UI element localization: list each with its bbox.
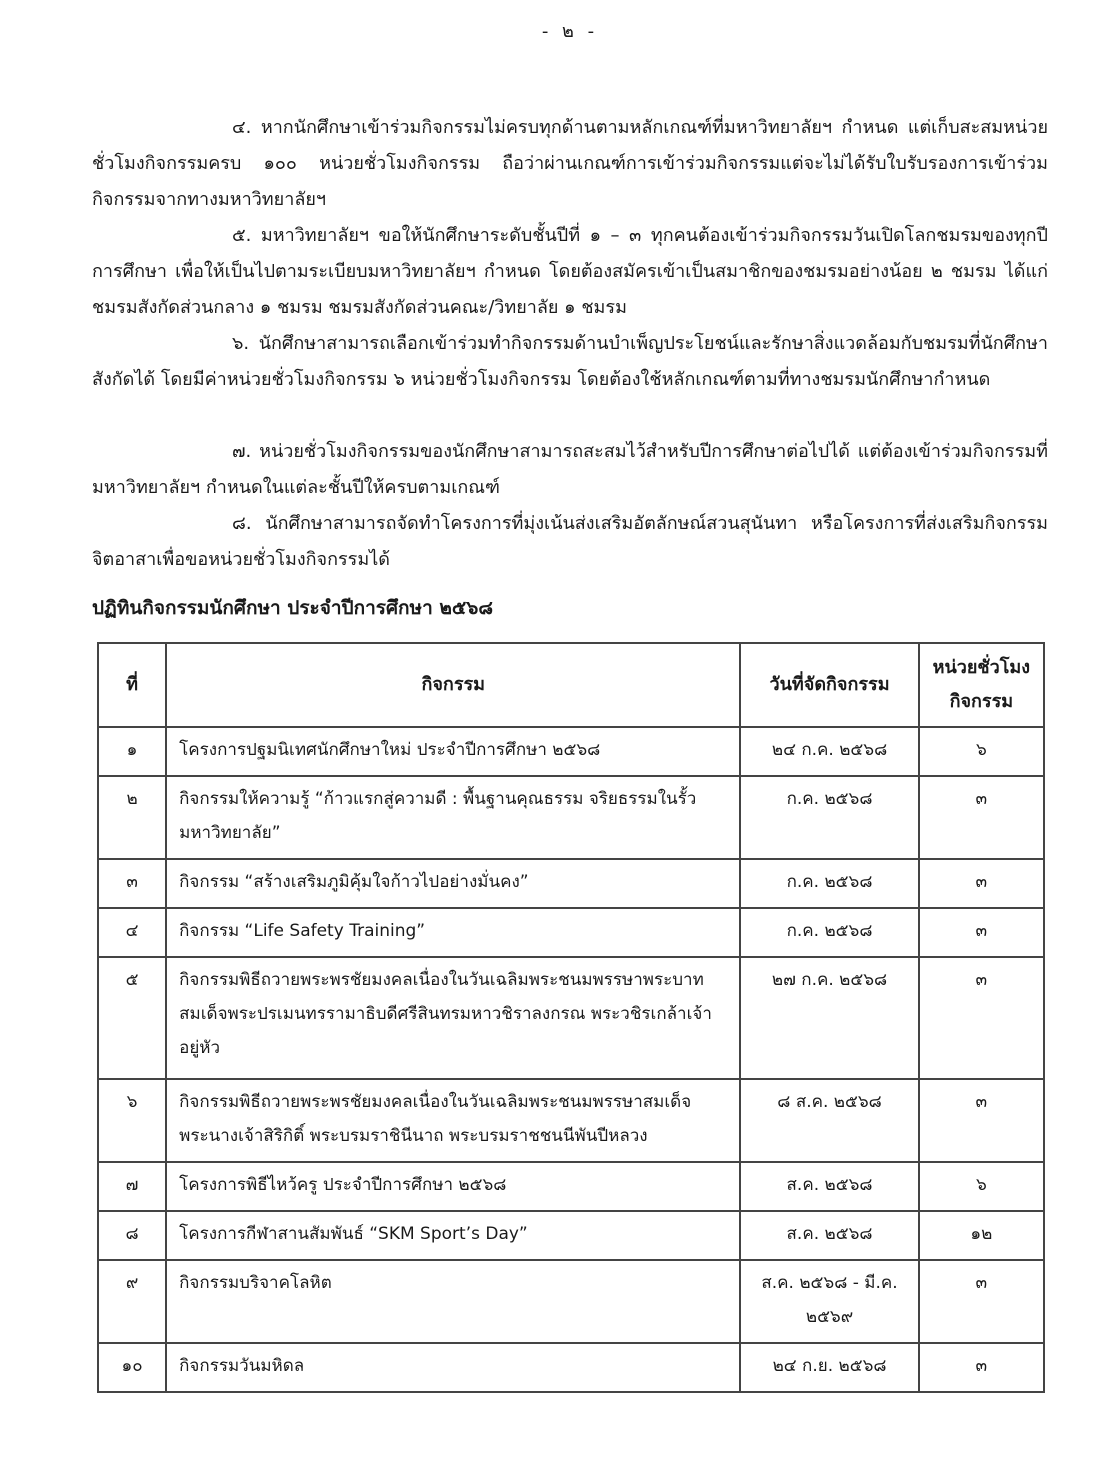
cell-units: ๓ (919, 776, 1044, 859)
cell-date: ส.ค. ๒๕๖๘ (740, 1162, 918, 1211)
cell-activity: กิจกรรมพิธีถวายพระพรชัยมงคลเนื่องในวันเฉลิมพระชนมพรรษาพระบาทสมเด็จพระปรเมนทรรามาธิบดีศรีสินทรมหาวชิราลงกรณ พระวชิรเกล้าเจ้าอยู่หัว (166, 957, 740, 1079)
paragraph-7-text: ๗. หน่วยชั่วโมงกิจกรรมของนักศึกษาสามารถสะสมไว้สำหรับปีการศึกษาต่อไปได้ แต่ต้องเข้าร่วมกิจกรรมที่มหาวิทยาลัยฯ กำหนดในแต่ละชั้นปีให้ครบตามเกณฑ์ (92, 441, 1048, 498)
paragraph-4 (92, 110, 1048, 218)
cell-no: ๔ (98, 908, 166, 957)
paragraph-4-text: ๔. หากนักศึกษาเข้าร่วมกิจกรรมไม่ครบทุกด้านตามหลักเกณฑ์ที่มหาวิทยาลัยฯ กำหนด แต่เก็บสะสมหน่วยชั่วโมงกิจกรรมครบ ๑๐๐ หน่วยชั่วโมงกิจกรรม ถือว่าผ่านเกณฑ์การเข้าร่วมกิจกรรมแต่จะไม่ได้รับใบรับรองการเข้าร่วมกิจกรรมจากทางมหาวิทยาลัยฯ (92, 117, 1048, 210)
cell-units: ๓ (919, 957, 1044, 1079)
cell-no: ๖ (98, 1079, 166, 1162)
table-row (98, 727, 1044, 776)
cell-date: ก.ค. ๒๕๖๘ (740, 776, 918, 859)
header-no: ที่ (98, 643, 166, 727)
cell-no: ๙ (98, 1260, 166, 1343)
paragraph-6-text: ๖. นักศึกษาสามารถเลือกเข้าร่วมทำกิจกรรมด้านบำเพ็ญประโยชน์และรักษาสิ่งแวดล้อมกับชมรมที่นักศึกษาสังกัดได้ โดยมีค่าหน่วยชั่วโมงกิจกรรม ๖ หน่วยชั่วโมงกิจกรรม โดยต้องใช้หลักเกณฑ์ตามที่ทางชมรมนักศึกษากำหนด (92, 333, 1048, 390)
cell-no: ๑๐ (98, 1343, 166, 1392)
cell-units: ๖ (919, 1162, 1044, 1211)
cell-units: ๑๒ (919, 1211, 1044, 1260)
cell-activity: โครงการปฐมนิเทศนักศึกษาใหม่ ประจำปีการศึกษา ๒๕๖๘ (166, 727, 740, 776)
cell-date: ก.ค. ๒๕๖๘ (740, 908, 918, 957)
cell-no: ๑ (98, 727, 166, 776)
paragraph-8 (92, 506, 1048, 578)
cell-activity: กิจกรรมวันมหิดล (166, 1343, 740, 1392)
cell-activity: กิจกรรม “สร้างเสริมภูมิคุ้มใจก้าวไปอย่างมั่นคง” (166, 859, 740, 908)
cell-activity: กิจกรรม “Life Safety Training” (166, 908, 740, 957)
section-title: ปฏิทินกิจกรรมนักศึกษา ประจำปีการศึกษา ๒๕๖๘ (92, 597, 493, 619)
header-units: หน่วยชั่วโมงกิจกรรม (919, 643, 1044, 727)
paragraph-5-text: ๕. มหาวิทยาลัยฯ ขอให้นักศึกษาระดับชั้นปีที่ ๑ – ๓ ทุกคนต้องเข้าร่วมกิจกรรมวันเปิดโลกชมรมของทุกปีการศึกษา เพื่อให้เป็นไปตามระเบียบมหาวิทยาลัยฯ กำหนด โดยต้องสมัครเข้าเป็นสมาชิกของชมรมอย่างน้อย ๒ ชมรม ได้แก่ ชมรมสังกัดส่วนกลาง ๑ ชมรม ชมรมสังกัดส่วนคณะ/วิทยาลัย ๑ ชมรม (92, 225, 1048, 318)
cell-date: ส.ค. ๒๕๖๘ - มี.ค. ๒๕๖๙ (740, 1260, 918, 1343)
cell-no: ๓ (98, 859, 166, 908)
cell-activity: โครงการกีฬาสานสัมพันธ์ “SKM Sport’s Day” (166, 1211, 740, 1260)
cell-date: ๒๔ ก.ย. ๒๕๖๘ (740, 1343, 918, 1392)
page-number: - ๒ - (541, 21, 599, 42)
cell-no: ๕ (98, 957, 166, 1079)
table-row (98, 1079, 1044, 1162)
table-row (98, 1343, 1044, 1392)
cell-date: ๘ ส.ค. ๒๕๖๘ (740, 1079, 918, 1162)
table-row (98, 776, 1044, 859)
paragraph-5 (92, 218, 1048, 326)
cell-units: ๓ (919, 859, 1044, 908)
cell-units: ๓ (919, 908, 1044, 957)
cell-no: ๗ (98, 1162, 166, 1211)
activity-calendar-table (97, 642, 1045, 1393)
table-row (98, 1260, 1044, 1343)
header-date: วันที่จัดกิจกรรม (740, 643, 918, 727)
table-row (98, 908, 1044, 957)
table-row (98, 957, 1044, 1079)
cell-activity: กิจกรรมให้ความรู้ “ก้าวแรกสู่ความดี : พื้นฐานคุณธรรม จริยธรรมในรั้วมหาวิทยาลัย” (166, 776, 740, 859)
header-activity: กิจกรรม (166, 643, 740, 727)
cell-activity: กิจกรรมพิธีถวายพระพรชัยมงคลเนื่องในวันเฉลิมพระชนมพรรษาสมเด็จพระนางเจ้าสิริกิติ์ พระบรมราชินีนาถ พระบรมราชชนนีพันปีหลวง (166, 1079, 740, 1162)
table-row (98, 1211, 1044, 1260)
paragraph-6 (92, 326, 1048, 398)
cell-units: ๓ (919, 1079, 1044, 1162)
cell-date: ๒๗ ก.ค. ๒๕๖๘ (740, 957, 918, 1079)
cell-no: ๒ (98, 776, 166, 859)
table-header-row (98, 643, 1044, 727)
cell-activity: กิจกรรมบริจาคโลหิต (166, 1260, 740, 1343)
paragraph-8-text: ๘. นักศึกษาสามารถจัดทำโครงการที่มุ่งเน้นส่งเสริมอัตลักษณ์สวนสุนันทา หรือโครงการที่ส่งเสริมกิจกรรมจิตอาสาเพื่อขอหน่วยชั่วโมงกิจกรรมได้ (92, 513, 1048, 570)
table-row (98, 1162, 1044, 1211)
cell-date: ส.ค. ๒๕๖๘ (740, 1211, 918, 1260)
cell-activity: โครงการพิธีไหว้ครู ประจำปีการศึกษา ๒๕๖๘ (166, 1162, 740, 1211)
cell-units: ๖ (919, 727, 1044, 776)
cell-date: ๒๔ ก.ค. ๒๕๖๘ (740, 727, 918, 776)
table-row (98, 859, 1044, 908)
cell-units: ๓ (919, 1260, 1044, 1343)
cell-units: ๓ (919, 1343, 1044, 1392)
cell-no: ๘ (98, 1211, 166, 1260)
cell-date: ก.ค. ๒๕๖๘ (740, 859, 918, 908)
paragraph-7 (92, 434, 1048, 506)
